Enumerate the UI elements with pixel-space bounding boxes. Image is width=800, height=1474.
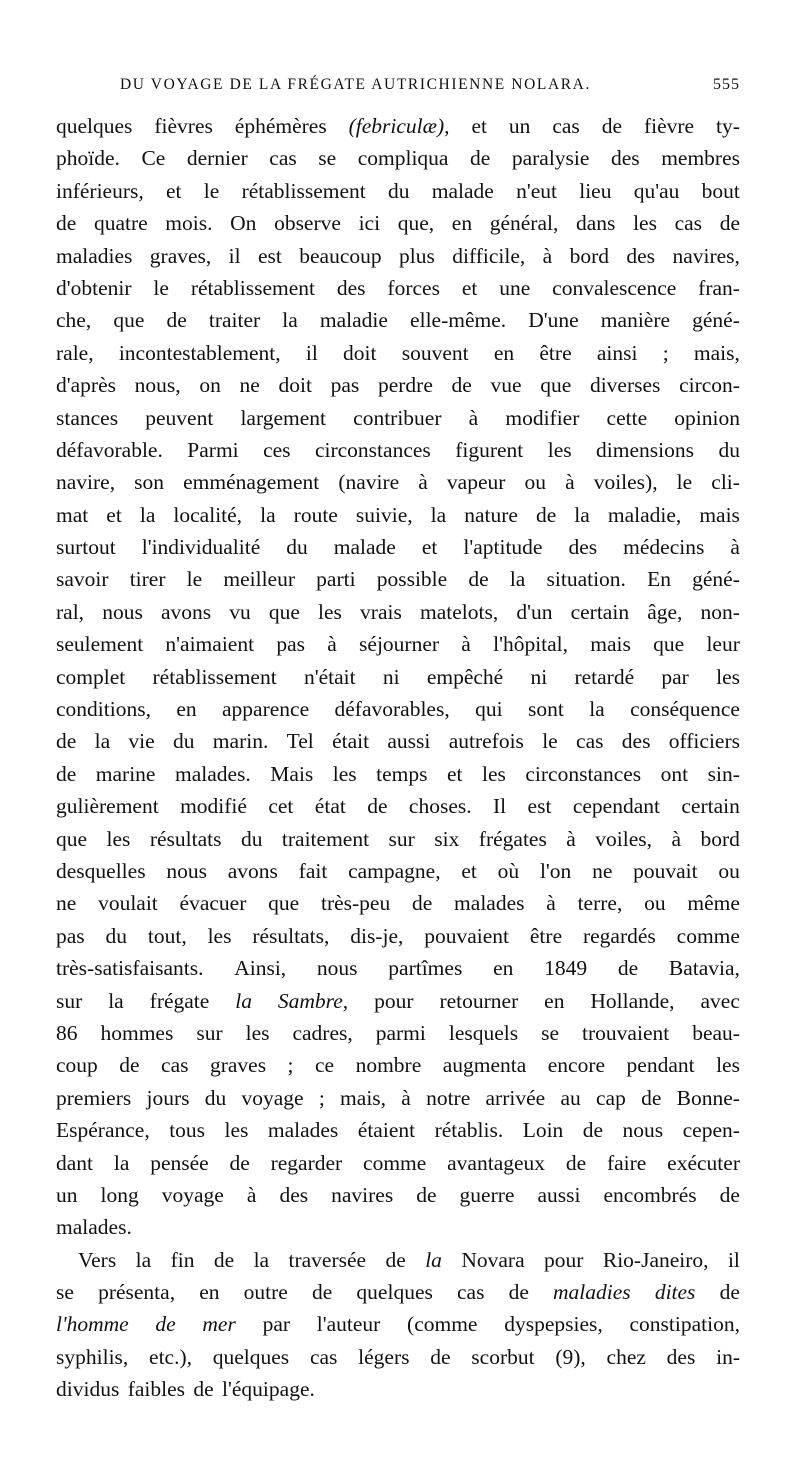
text-line: seulement n'aimaient pas à séjourner à l'hôpital, mais que leur [56, 632, 740, 657]
text-line: coup de cas graves ; ce nombre augmenta encore pendant les [56, 1053, 740, 1078]
text-line: défavorable. Parmi ces circonstances figurent les dimensions du [56, 437, 740, 462]
text-line: l'homme de mer par l'auteur (comme dyspepsies, constipation, [56, 1312, 740, 1337]
text-line: phoïde. Ce dernier cas se compliqua de paralysie des membres [56, 146, 740, 171]
text-line: desquelles nous avons fait campagne, et où l'on ne pouvait ou [56, 858, 740, 883]
text-line: 86 hommes sur les cadres, parmi lesquels se trouvaient beau- [56, 1020, 740, 1045]
page-number: 555 [713, 76, 740, 93]
text-line: stances peuvent largement contribuer à modifier cette opinion [56, 405, 740, 430]
text-line: très-satisfaisants. Ainsi, nous partîmes en 1849 de Batavia, [56, 956, 740, 981]
running-head [120, 76, 740, 100]
text-line: que les résultats du traitement sur six frégates à voiles, à bord [56, 826, 740, 851]
text-line: complet rétablissement n'était ni empêché ni retardé par les [56, 664, 740, 689]
text-line: mat et la localité, la route suivie, la nature de la maladie, mais [56, 502, 740, 527]
text-line: Vers la fin de la traversée de la Novara pour Rio-Janeiro, il [78, 1247, 740, 1272]
text-line: un long voyage à des navires de guerre aussi encombrés de [56, 1182, 740, 1207]
text-line: sur la frégate la Sambre, pour retourner en Hollande, avec [56, 988, 740, 1013]
text-line: de quatre mois. On observe ici que, en général, dans les cas de [56, 211, 740, 236]
text-line: malades. [56, 1215, 132, 1240]
text-line: d'obtenir le rétablissement des forces et une convalescence fran- [56, 275, 740, 300]
text-line: premiers jours du voyage ; mais, à notre arrivée au cap de Bonne- [56, 1085, 740, 1110]
text-line: ne voulait évacuer que très-peu de malades à terre, ou même [56, 891, 740, 916]
body-text [56, 110, 740, 1406]
text-line: conditions, en apparence défavorables, qui sont la conséquence [56, 697, 740, 722]
text-line: de la vie du marin. Tel était aussi autrefois le cas des officiers [56, 729, 740, 754]
text-line: rale, incontestablement, il doit souvent en être ainsi ; mais, [56, 340, 740, 365]
text-line: syphilis, etc.), quelques cas légers de scorbut (9), chez des in- [56, 1344, 740, 1369]
text-line: dividus faibles de l'équipage. [56, 1377, 315, 1402]
text-line: de marine malades. Mais les temps et les circonstances ont sin- [56, 761, 740, 786]
text-line: inférieurs, et le rétablissement du malade n'eut lieu qu'au bout [56, 178, 740, 203]
text-line: savoir tirer le meilleur parti possible de la situation. En géné- [56, 567, 740, 592]
text-line: navire, son emménagement (navire à vapeur ou à voiles), le cli- [56, 470, 740, 495]
text-line: pas du tout, les résultats, dis-je, pouvaient être regardés comme [56, 923, 740, 948]
text-line: ral, nous avons vu que les vrais matelots, d'un certain âge, non- [56, 599, 740, 624]
running-head-title: DU VOYAGE DE LA FRÉGATE AUTRICHIENNE NOLARA. [120, 76, 591, 93]
text-line: surtout l'individualité du malade et l'aptitude des médecins à [56, 535, 740, 560]
text-line: che, que de traiter la maladie elle-même. D'une manière géné- [56, 308, 740, 333]
text-line: Espérance, tous les malades étaient rétablis. Loin de nous cepen- [56, 1118, 740, 1143]
text-line: gulièrement modifié cet état de choses. Il est cependant certain [56, 794, 740, 819]
text-line: dant la pensée de regarder comme avantageux de faire exécuter [56, 1150, 740, 1175]
text-line: se présenta, en outre de quelques cas de maladies dites de [56, 1280, 740, 1305]
text-line: quelques fièvres éphémères (febriculæ), et un cas de fièvre ty- [56, 114, 740, 138]
text-line: d'après nous, on ne doit pas perdre de vue que diverses circon- [56, 373, 740, 398]
text-line: maladies graves, il est beaucoup plus difficile, à bord des navires, [56, 243, 740, 268]
